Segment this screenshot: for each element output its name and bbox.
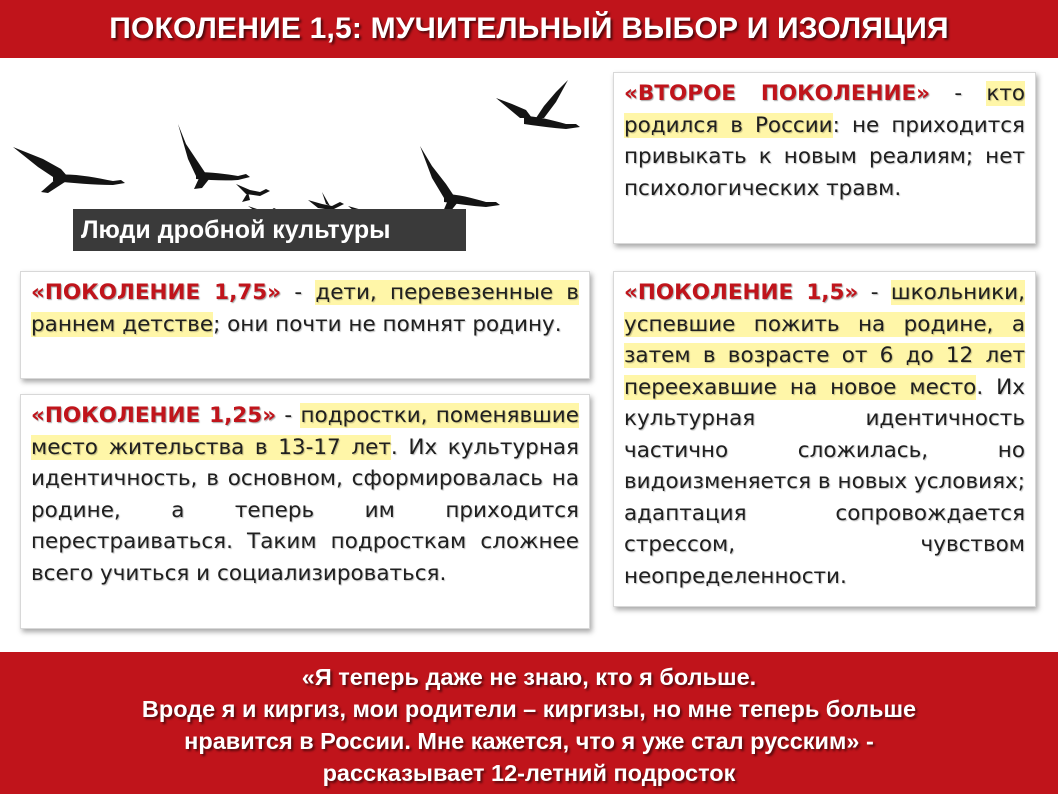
card-highlight: школьники, успевшие пожить на родине, а затем в возрасте от 6 до 12 лет переехавшие на новое место <box>624 280 1025 400</box>
card-text: : не приходится привыкать к новым реалиям; нет психологических травм. <box>624 112 1025 201</box>
card-generation-1-75 <box>20 271 590 379</box>
card-dash: - <box>281 280 316 305</box>
card-heading: «ПОКОЛЕНИЕ 1,5» <box>624 280 859 305</box>
card-heading: «ПОКОЛЕНИЕ 1,25» <box>31 403 277 428</box>
card-heading: «ВТОРОЕ ПОКОЛЕНИЕ» <box>624 81 931 106</box>
card-highlight: дети, перевезенные в раннем детстве <box>31 280 579 337</box>
quote-line: «Я теперь даже не знаю, кто я больше. <box>301 664 757 690</box>
card-dash: - <box>276 403 301 428</box>
card-heading: «ПОКОЛЕНИЕ 1,75» <box>31 280 282 305</box>
quote-attribution: рассказывает 12-летний подросток <box>322 760 736 786</box>
card-text: ; они почти не помнят родину. <box>213 311 562 337</box>
quote-banner <box>0 652 1058 794</box>
card-dash: - <box>858 280 891 305</box>
card-highlight: подростки, поменявшие место жительства в 13-17 лет <box>31 403 579 460</box>
quote-line: нравится в России. Мне кажется, что я уже стал русским» - <box>184 728 874 754</box>
quote-line: Вроде я и киргиз, мои родители – киргизы, но мне теперь больше <box>141 696 917 722</box>
card-text: . Их культурная идентичность частично сложилась, но видоизменяется в новых условиях; адаптация сопровождается стрессом, чувством неопределенности. <box>624 374 1025 589</box>
card-generation-1-5 <box>613 271 1036 607</box>
illustration-label: Люди дробной культуры <box>73 209 466 251</box>
card-second-generation <box>613 72 1036 244</box>
card-highlight: кто родился в России <box>624 81 1025 138</box>
page-title: ПОКОЛЕНИЕ 1,5: МУЧИТЕЛЬНЫЙ ВЫБОР И ИЗОЛЯЦИЯ <box>0 0 1058 58</box>
card-generation-1-25 <box>20 394 590 629</box>
card-text: . Их культурная идентичность, в основном, сформировалась на родине, а теперь им приходится перестраиваться. Таким подросткам сложнее всего учиться и социализироваться. <box>31 434 579 586</box>
card-dash: - <box>930 81 987 106</box>
